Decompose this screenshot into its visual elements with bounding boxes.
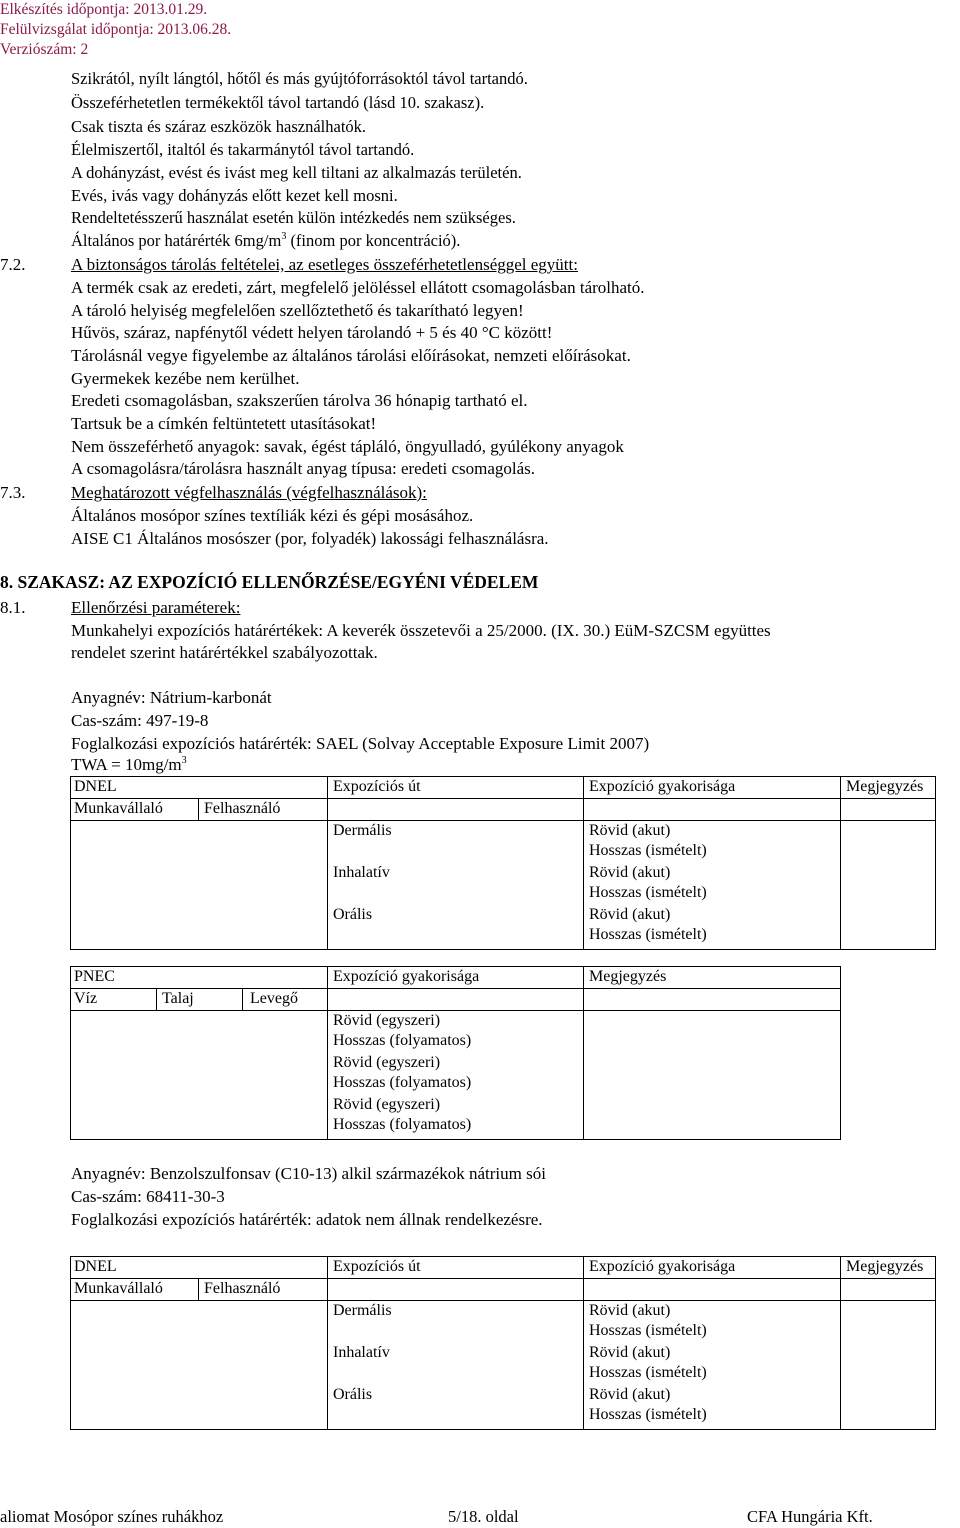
section-number: 7.2. <box>0 255 26 274</box>
frequency-cell: Hosszas (ismételt) <box>589 842 707 859</box>
route-cell: Inhalatív <box>333 864 390 881</box>
exposure-limit: Foglalkozási expozíciós határérték: adatok nem állnak rendelkezésre. <box>71 1210 543 1229</box>
frequency-cell: Rövid (akut) <box>589 1386 671 1403</box>
frequency-cell: Hosszas (ismételt) <box>589 1364 707 1381</box>
use-line: Általános mosópor színes textíliák kézi és gépi mosásához. <box>71 506 474 525</box>
limits-line: rendelet szerint határértékkel szabályozottak. <box>71 643 378 662</box>
frequency-cell: Rövid (egyszeri) <box>333 1054 441 1071</box>
use-line: AISE C1 Általános mosószer (por, folyadék) lakossági felhasználásra. <box>71 529 549 548</box>
user-header: Felhasználó <box>204 800 281 817</box>
frequency-cell: Rövid (akut) <box>589 1302 671 1319</box>
route-cell: Orális <box>333 1386 373 1403</box>
user-header: Felhasználó <box>204 1280 281 1297</box>
frequency-cell: Rövid (egyszeri) <box>333 1096 441 1113</box>
route-cell: Orális <box>333 906 373 923</box>
storage-line: A tároló helyiség megfelelően szellőztethető és takarítható legyen! <box>71 301 524 320</box>
section-title: Meghatározott végfelhasználás (végfelhasználások): <box>71 483 427 502</box>
dnel-header: DNEL <box>74 778 117 795</box>
limits-line: Munkahelyi expozíciós határértékek: A keverék összetevői a 25/2000. (IX. 30.) EüM-SZCSM együttes <box>71 621 771 640</box>
handling-line: Rendeltetésszerű használat esetén külön intézkedés nem szükséges. <box>71 208 516 227</box>
created-date: Elkészítés időpontja: 2013.01.29. <box>0 1 208 18</box>
frequency-cell: Hosszas (folyamatos) <box>333 1116 472 1133</box>
storage-line: Hűvös, száraz, napfénytől védett helyen tárolandó + 5 és 40 °C között! <box>71 323 553 342</box>
twa-value: TWA = $10mg/m^3$ <box>71 755 187 774</box>
section-number: 8.1. <box>0 598 26 617</box>
handling-line: Szikrától, nyílt lángtól, hőtől és más gyújtóforrásoktól távol tartandó. <box>71 69 528 88</box>
frequency-cell: Hosszas (ismételt) <box>589 1322 707 1339</box>
frequency-cell: Rövid (akut) <box>589 864 671 881</box>
frequency-cell: Rövid (akut) <box>589 906 671 923</box>
dust-limit-line: Általános por határérték $6mg/m^3$ (finom por koncentráció). <box>71 231 461 250</box>
cas-number: Cas-szám: 497-19-8 <box>71 711 209 730</box>
dnel-header: DNEL <box>74 1258 117 1275</box>
air-header: Levegő <box>250 990 298 1007</box>
note-header: Megjegyzés <box>846 778 924 795</box>
storage-line: Tárolásnál vegye figyelembe az általános tárolási előírásokat, nemzeti előírásokat. <box>71 346 631 365</box>
section-8-heading: 8. SZAKASZ: AZ EXPOZÍCIÓ ELLENŐRZÉSE/EGYÉNI VÉDELEM <box>0 572 539 592</box>
frequency-cell: Hosszas (ismételt) <box>589 884 707 901</box>
frequency-cell: Rövid (akut) <box>589 822 671 839</box>
handling-line: Evés, ivás vagy dohányzás előtt kezet kell mosni. <box>71 186 398 205</box>
water-header: Víz <box>74 990 98 1007</box>
section-title: Ellenőrzési paraméterek: <box>71 598 241 617</box>
handling-line: Összeférhetetlen termékektől távol tartandó (lásd 10. szakasz). <box>71 93 485 112</box>
frequency-cell: Hosszas (ismételt) <box>589 926 707 943</box>
cas-number: Cas-szám: 68411-30-3 <box>71 1187 225 1206</box>
reviewed-date: Felülvizsgálat időpontja: 2013.06.28. <box>0 21 232 38</box>
frequency-cell: Hosszas (ismételt) <box>589 1406 707 1423</box>
worker-header: Munkavállaló <box>74 1280 163 1297</box>
route-header: Expozíciós út <box>333 778 421 795</box>
route-cell: Inhalatív <box>333 1344 390 1361</box>
frequency-header: Expozíció gyakorisága <box>589 778 736 795</box>
handling-line: Csak tiszta és száraz eszközök használhatók. <box>71 117 367 136</box>
frequency-cell: Hosszas (folyamatos) <box>333 1074 472 1091</box>
route-cell: Dermális <box>333 1302 392 1319</box>
storage-line: Tartsuk be a címkén feltüntetett utasításokat! <box>71 414 377 433</box>
version-number: Verziószám: 2 <box>0 41 89 58</box>
frequency-cell: Rövid (akut) <box>589 1344 671 1361</box>
handling-line: Élelmiszertől, italtól és takarmánytól távol tartandó. <box>71 140 415 159</box>
storage-line: A termék csak az eredeti, zárt, megfelelő jelöléssel ellátott csomagolásban tárolható. <box>71 278 645 297</box>
footer-page-number: 5/18. oldal <box>448 1507 519 1526</box>
substance-name: Anyagnév: Benzolszulfonsav (C10-13) alkil származékok nátrium sói <box>71 1164 546 1183</box>
note-header: Megjegyzés <box>846 1258 924 1275</box>
route-cell: Dermális <box>333 822 392 839</box>
section-number: 7.3. <box>0 483 26 502</box>
storage-line: A csomagolásra/tárolásra használt anyag típusa: eredeti csomagolás. <box>71 459 536 478</box>
substance-name: Anyagnév: Nátrium-karbonát <box>71 688 272 707</box>
frequency-cell: Rövid (egyszeri) <box>333 1012 441 1029</box>
handling-line: A dohányzást, evést és ivást meg kell tiltani az alkalmazás területén. <box>71 163 522 182</box>
pnec-header: PNEC <box>74 968 115 985</box>
frequency-cell: Hosszas (folyamatos) <box>333 1032 472 1049</box>
frequency-header: Expozíció gyakorisága <box>333 968 480 985</box>
exposure-limit: Foglalkozási expozíciós határérték: SAEL (Solvay Acceptable Exposure Limit 2007) <box>71 734 650 753</box>
footer-product: aliomat Mosópor színes ruhákhoz <box>0 1507 224 1526</box>
soil-header: Talaj <box>162 990 194 1007</box>
footer-company: CFA Hungária Kft. <box>747 1507 873 1526</box>
storage-line: Eredeti csomagolásban, szakszerűen tárolva 36 hónapig tartható el. <box>71 391 528 410</box>
route-header: Expozíciós út <box>333 1258 421 1275</box>
section-title: A biztonságos tárolás feltételei, az esetleges összeférhetetlenséggel együtt: <box>71 255 578 274</box>
note-header: Megjegyzés <box>589 968 667 985</box>
frequency-header: Expozíció gyakorisága <box>589 1258 736 1275</box>
storage-line: Gyermekek kezébe nem kerülhet. <box>71 369 300 388</box>
worker-header: Munkavállaló <box>74 800 163 817</box>
storage-line: Nem összeférhető anyagok: savak, égést tápláló, öngyulladó, gyúlékony anyagok <box>71 437 624 456</box>
